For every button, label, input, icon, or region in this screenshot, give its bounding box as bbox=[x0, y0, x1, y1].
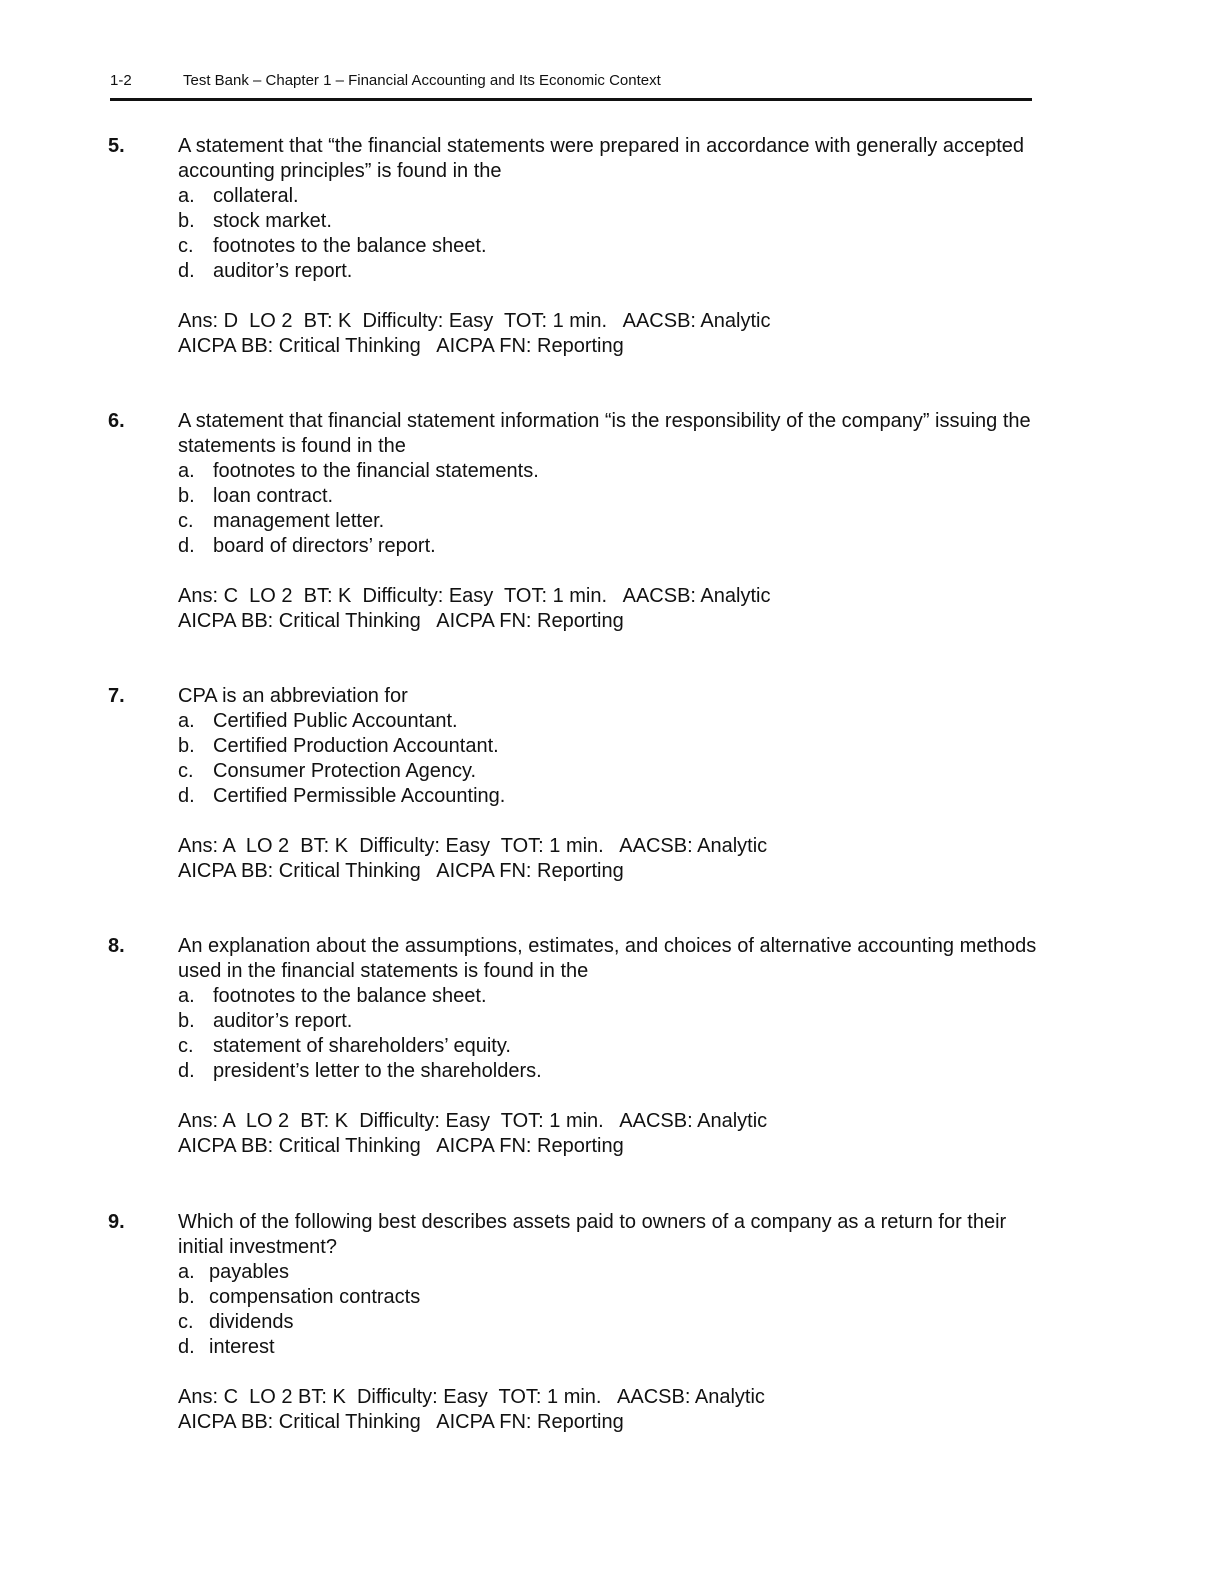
answer-line-2: AICPA BB: Critical Thinking AICPA FN: Reporting bbox=[178, 860, 624, 882]
answer-line-1: Ans: C LO 2 BT: K Difficulty: Easy TOT: 1 min. AACSB: Analytic bbox=[178, 585, 771, 607]
option-c bbox=[178, 234, 1038, 259]
option-text: footnotes to the balance sheet. bbox=[213, 235, 487, 257]
answer-key bbox=[178, 834, 1038, 884]
answer-line-1: Ans: A LO 2 BT: K Difficulty: Easy TOT: 1 min. AACSB: Analytic bbox=[178, 835, 768, 857]
option-a bbox=[178, 459, 1038, 484]
answer-line-2: AICPA BB: Critical Thinking AICPA FN: Reporting bbox=[178, 610, 624, 632]
option-letter: d. bbox=[178, 1060, 195, 1082]
option-a bbox=[178, 709, 1038, 734]
option-d bbox=[178, 534, 1038, 559]
answer-key bbox=[178, 309, 1038, 359]
option-letter: d. bbox=[178, 785, 195, 807]
option-b bbox=[178, 734, 1038, 759]
option-b bbox=[178, 1009, 1038, 1034]
question-body bbox=[178, 134, 1038, 359]
option-d bbox=[178, 1335, 1038, 1360]
option-text: footnotes to the balance sheet. bbox=[213, 985, 487, 1007]
option-text: compensation contracts bbox=[209, 1286, 421, 1308]
answer-line-2: AICPA BB: Critical Thinking AICPA FN: Reporting bbox=[178, 335, 624, 357]
answer-key bbox=[178, 1385, 1038, 1435]
answer-line-2: AICPA BB: Critical Thinking AICPA FN: Reporting bbox=[178, 1135, 624, 1157]
option-b bbox=[178, 484, 1038, 509]
option-letter: c. bbox=[178, 760, 194, 782]
question-body bbox=[178, 684, 1038, 884]
option-letter: a. bbox=[178, 1261, 195, 1283]
option-text: stock market. bbox=[213, 210, 332, 232]
question-number: 5. bbox=[108, 135, 125, 157]
option-text: loan contract. bbox=[213, 485, 334, 507]
answer-options bbox=[178, 984, 1038, 1084]
option-d bbox=[178, 259, 1038, 284]
option-text: auditor’s report. bbox=[213, 260, 353, 282]
option-letter: c. bbox=[178, 510, 194, 532]
option-text: Certified Public Accountant. bbox=[213, 710, 458, 732]
option-text: Consumer Protection Agency. bbox=[213, 760, 477, 782]
option-b bbox=[178, 209, 1038, 234]
answer-options bbox=[178, 1260, 1038, 1360]
running-title: Test Bank – Chapter 1 – Financial Accounting and Its Economic Context bbox=[183, 72, 661, 89]
option-letter: b. bbox=[178, 1010, 195, 1032]
option-c bbox=[178, 509, 1038, 534]
option-text: interest bbox=[209, 1336, 275, 1358]
option-d bbox=[178, 1059, 1038, 1084]
option-c bbox=[178, 759, 1038, 784]
question-number: 9. bbox=[108, 1211, 125, 1233]
question-text: A statement that financial statement information “is the responsibility of the company” issuing the statements is found in the bbox=[178, 410, 1031, 457]
page-header bbox=[110, 70, 1032, 100]
option-letter: a. bbox=[178, 985, 195, 1007]
question-body bbox=[178, 934, 1038, 1159]
answer-options bbox=[178, 709, 1038, 809]
option-a bbox=[178, 184, 1038, 209]
option-text: footnotes to the financial statements. bbox=[213, 460, 539, 482]
question-text: An explanation about the assumptions, estimates, and choices of alternative accounting methods used in the financial statements is found in the bbox=[178, 935, 1037, 982]
option-text: statement of shareholders’ equity. bbox=[213, 1035, 511, 1057]
option-letter: d. bbox=[178, 535, 195, 557]
option-letter: a. bbox=[178, 185, 195, 207]
option-letter: d. bbox=[178, 260, 195, 282]
option-text: collateral. bbox=[213, 185, 299, 207]
header-rule bbox=[110, 98, 1032, 101]
option-a bbox=[178, 984, 1038, 1009]
option-b bbox=[178, 1285, 1038, 1310]
option-letter: b. bbox=[178, 735, 195, 757]
answer-options bbox=[178, 459, 1038, 559]
option-letter: a. bbox=[178, 460, 195, 482]
answer-options bbox=[178, 184, 1038, 284]
option-text: president’s letter to the shareholders. bbox=[213, 1060, 542, 1082]
option-text: board of directors’ report. bbox=[213, 535, 436, 557]
question-number: 7. bbox=[108, 685, 125, 707]
question-text: CPA is an abbreviation for bbox=[178, 685, 408, 707]
option-letter: b. bbox=[178, 1286, 195, 1308]
answer-line-1: Ans: D LO 2 BT: K Difficulty: Easy TOT: 1 min. AACSB: Analytic bbox=[178, 310, 771, 332]
question-number: 8. bbox=[108, 935, 125, 957]
answer-line-1: Ans: A LO 2 BT: K Difficulty: Easy TOT: 1 min. AACSB: Analytic bbox=[178, 1110, 768, 1132]
option-text: auditor’s report. bbox=[213, 1010, 353, 1032]
option-letter: a. bbox=[178, 710, 195, 732]
answer-key bbox=[178, 1109, 1038, 1159]
option-text: Certified Production Accountant. bbox=[213, 735, 499, 757]
option-letter: c. bbox=[178, 235, 194, 257]
option-text: management letter. bbox=[213, 510, 385, 532]
answer-line-2: AICPA BB: Critical Thinking AICPA FN: Reporting bbox=[178, 1411, 624, 1433]
option-c bbox=[178, 1310, 1038, 1335]
option-letter: b. bbox=[178, 210, 195, 232]
question-text: Which of the following best describes assets paid to owners of a company as a return for their initial investment? bbox=[178, 1211, 1007, 1258]
option-letter: d. bbox=[178, 1336, 195, 1358]
option-text: dividends bbox=[209, 1311, 294, 1333]
question-body bbox=[178, 409, 1038, 634]
option-text: payables bbox=[209, 1261, 290, 1283]
option-a bbox=[178, 1260, 1038, 1285]
question-number: 6. bbox=[108, 410, 125, 432]
page-number: 1-2 bbox=[110, 72, 132, 89]
option-letter: c. bbox=[178, 1311, 194, 1333]
option-letter: b. bbox=[178, 485, 195, 507]
question-body bbox=[178, 1210, 1038, 1435]
option-letter: c. bbox=[178, 1035, 194, 1057]
question-text: A statement that “the financial statements were prepared in accordance with generally accepted accounting principles” is found in the bbox=[178, 135, 1025, 182]
answer-line-1: Ans: C LO 2 BT: K Difficulty: Easy TOT: 1 min. AACSB: Analytic bbox=[178, 1386, 765, 1408]
answer-key bbox=[178, 584, 1038, 634]
option-text: Certified Permissible Accounting. bbox=[213, 785, 506, 807]
option-d bbox=[178, 784, 1038, 809]
option-c bbox=[178, 1034, 1038, 1059]
